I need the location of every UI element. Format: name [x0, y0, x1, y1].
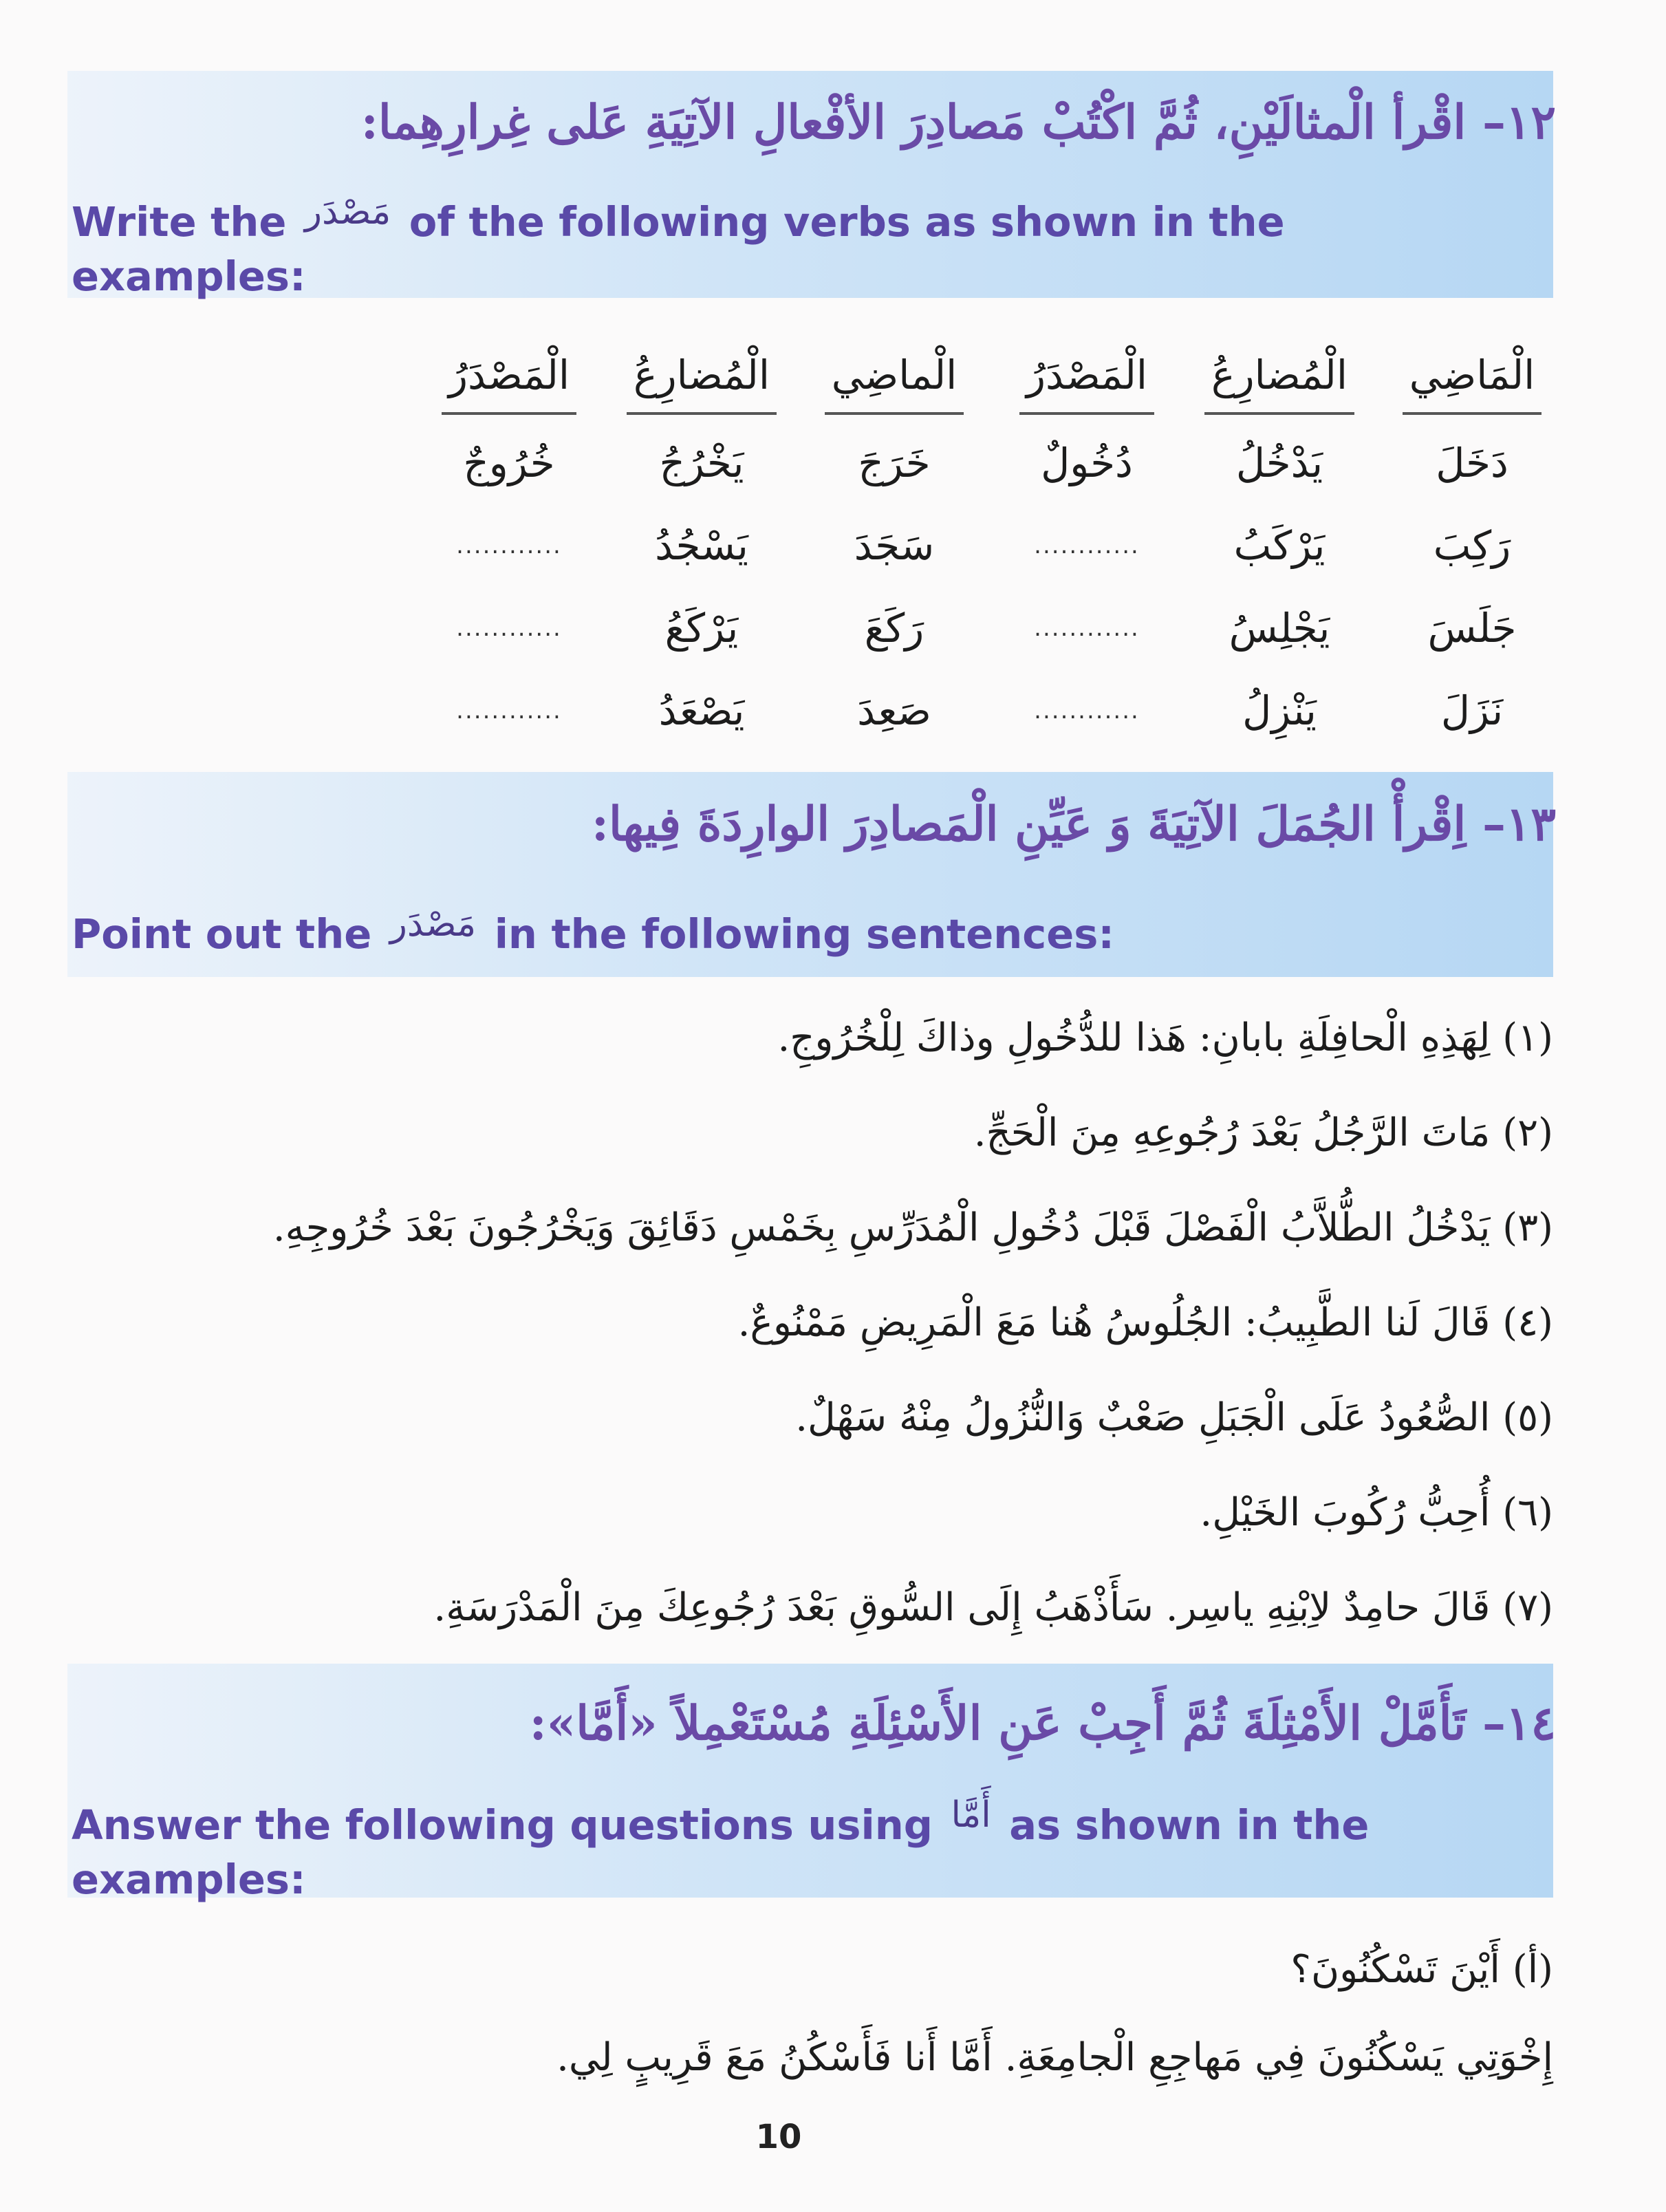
instruction-arabic-term: أَمَّا: [951, 1794, 991, 1836]
table-cell: يَرْكَعُ: [664, 605, 739, 652]
column-header: الْمَصْدَرُ: [413, 341, 605, 422]
table-cell: يَنْزِلُ: [1242, 687, 1317, 734]
blank-answer-cell[interactable]: ............: [1034, 697, 1140, 724]
sentence-item: (٥) الصُّعُودُ عَلَى الْجَبَلِ صَعْبٌ وَالنُّزُولُ مِنْهُ سَهْلٌ.: [795, 1395, 1553, 1440]
column-header: الْمُضارِعُ: [605, 341, 798, 422]
example-question: (أ) أَيْنَ تَسْكُنُونَ؟: [1290, 1947, 1553, 1992]
blank-answer-cell[interactable]: ............: [1034, 532, 1140, 559]
exercise-14-title: ١٤– تَأَمَّلْ الأَمْثِلَةَ ثُمَّ أَجِبْ عَنِ الأَسْئِلَةِ مُسْتَعْمِلاً «أَمَّا»:: [529, 1696, 1556, 1751]
table-cell: خُرُوجٌ: [463, 440, 555, 486]
exercise-13-instruction: [72, 903, 1530, 963]
table-cell: يَدْخُلُ: [1235, 440, 1323, 486]
table-cell: دُخُولٌ: [1041, 440, 1133, 486]
table-cell: رَكَعَ: [864, 605, 924, 652]
exercise-13-title: ١٣– اِقْرأْ الجُمَلَ الآتِيَةَ وَ عَيِّنِ الْمَصادِرَ الوارِدَةَ فِيها:: [591, 797, 1556, 852]
column-header: الْمَاضِي: [1376, 341, 1568, 422]
sentence-item: (١) لِهَذِهِ الْحافِلَةِ بابانِ: هَذا للدُّخُولِ وذاكَ لِلْخُرُوجِ.: [777, 1016, 1553, 1060]
exercise-14-instruction: [72, 1794, 1530, 1906]
instruction-text-before: Answer the following questions using: [72, 1801, 933, 1849]
table-cell: يَصْعَدُ: [658, 687, 745, 734]
instruction-text-after: as shown in the examples:: [72, 1801, 1370, 1903]
sentence-item: (٧) قَالَ حامِدٌ لاِبْنِهِ ياسِر. سَأَذْهَبُ إِلَى السُّوقِ بَعْدَ رُجُوعِكَ مِنَ الْمَدْرَسَةِ.: [433, 1585, 1553, 1630]
column-header: الْماضِي: [798, 341, 991, 422]
page-number: 10: [755, 2118, 802, 2156]
blank-answer-cell[interactable]: ............: [1034, 614, 1140, 642]
sentence-list: [109, 991, 1553, 1655]
table-cell: يَرْكَبُ: [1233, 522, 1326, 569]
sentence-item: (٤) قَالَ لَنا الطَّبِيبُ: الجُلُوسُ هُنا مَعَ الْمَرِيضِ مَمْنُوعٌ.: [737, 1300, 1553, 1345]
sentence-item: (٢) مَاتَ الرَّجُلُ بَعْدَ رُجُوعِهِ مِنَ الْحَجِّ.: [973, 1110, 1553, 1155]
sentence-item: (٣) يَدْخُلُ الطُّلاَّبُ الْفَصْلَ قَبْلَ دُخُولِ الْمُدَرِّسِ بِخَمْسِ دَقَائِقَ وَيَخْرُجُونَ بَعْدَ خُرُوجِهِ.: [272, 1205, 1553, 1250]
table-cell: يَخْرُجُ: [659, 440, 744, 486]
table-cell: رَكِبَ: [1433, 522, 1511, 569]
instruction-text-after: of the following verbs as shown in the examples:: [72, 198, 1285, 300]
table-cell: سَجَدَ: [854, 522, 935, 569]
example-answer: إِخْوَتِي يَسْكُنُونَ فِي مَهاجِعِ الْجامِعَةِ. أَمَّا أَنا فَأَسْكُنُ مَعَ قَرِيبٍ لِي.: [556, 2035, 1553, 2080]
column-header: الْمُضارِعُ: [1183, 341, 1376, 422]
exercise-12-instruction: [72, 191, 1530, 303]
instruction-text-after: in the following sentences:: [494, 910, 1114, 958]
instruction-text-before: Write the: [72, 198, 287, 246]
blank-answer-cell[interactable]: ............: [456, 532, 562, 559]
table-cell: صَعِدَ: [857, 687, 931, 734]
blank-answer-cell[interactable]: ............: [456, 697, 562, 724]
table-cell: نَزَلَ: [1440, 687, 1504, 734]
table-cell: يَسْجُدُ: [655, 522, 748, 569]
table-cell: جَلَسَ: [1427, 605, 1517, 652]
column-header: الْمَصْدَرُ: [991, 341, 1183, 422]
verb-conjugation-table: [413, 341, 1568, 752]
table-cell: خَرَجَ: [858, 440, 931, 486]
instruction-arabic-term: مَصْدَر: [304, 191, 391, 233]
table-cell: يَجْلِسُ: [1229, 605, 1330, 652]
instruction-text-before: Point out the: [72, 910, 372, 958]
exercise-12-title: ١٢– اقْرأ الْمثالَيْنِ، ثُمَّ اكْتُبْ مَصادِرَ الأفْعالِ الآتِيَةِ عَلى غِرارِهِما:: [360, 95, 1556, 150]
blank-answer-cell[interactable]: ............: [456, 614, 562, 642]
table-cell: دَخَلَ: [1436, 440, 1508, 486]
instruction-arabic-term: مَصْدَر: [389, 903, 477, 945]
sentence-item: (٦) أُحِبُّ رُكُوبَ الخَيْلِ.: [1200, 1490, 1553, 1535]
